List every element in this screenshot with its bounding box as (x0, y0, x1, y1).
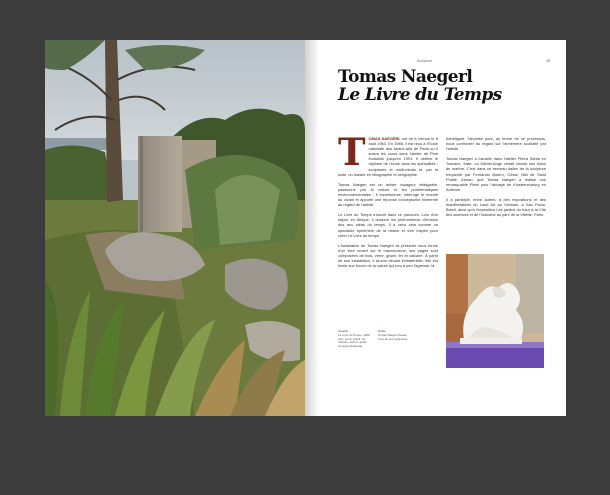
page-number: 55 (546, 59, 550, 63)
page-gutter-shadow (305, 40, 319, 416)
sculpture-photo-image (446, 254, 544, 368)
title-artist-name: Tomas Naegerl (338, 67, 473, 87)
body-paragraph: transfigure, l'atomise pour, au terme de ce processus, nous confronter au regard sur l'éphémère souhaité par l'artiste. (446, 136, 546, 152)
artist-sculpture-photo (446, 254, 544, 368)
garden-photo-image (45, 40, 305, 416)
caption-left-text: Le Livre du Temps, 1996, bois, verre, granit, fer, calcaire, dans le jardin Georges-Delaselle. (338, 332, 371, 349)
garden-sculpture-photo (45, 40, 305, 416)
intro-paragraph (338, 130, 439, 177)
caption-right-head: Droite (378, 329, 386, 333)
body-paragraph: Tomas Naegerl a travaillé dans l'atelier Pietra Santa en Toscane, Italie, où Michel-Ange venait choisir ses blocs de marbre. C'est dans ce berceau italien de la sculpture fréquenté par Fernando Botero, César, Niki de Saint Phalle, Arman, que Tomas Naegerl a réalisé une remarquable Pietà pour l'abbaye de Klosterneuburg en Autriche. (446, 156, 546, 192)
intro-lead-caps: OMAS NAEGERL (368, 136, 401, 141)
body-paragraph: Le Livre du Temps s'inscrit dans ce parcours. Lors d'un séjour en Afrique, il observe les phénomènes d'érosion dus aux aléas du temps. Il a vécu cela comme un spectacle éphémère de la nature et s'en inspire pour créer Le Livre du temps. (338, 212, 438, 238)
caption-left-head: Gauche (338, 329, 349, 333)
title-work-name: Le Livre du Temps (338, 85, 502, 105)
running-head: Sculpture (417, 59, 433, 63)
body-paragraph: Tomas Naegerl est un artiste voyageur infatigable, passionné par la nature et les problématiques environnementales ; il expérimente, interroge le monde du vivant et apporte une réponse conceptuelle inhérente au regard de l'artiste. (338, 181, 438, 208)
article-title (338, 68, 548, 104)
caption-left (338, 330, 372, 349)
caption-right-text: Tomas Naegerl devant l'une de ses sculptures. (378, 332, 409, 341)
article-page (305, 40, 566, 416)
body-paragraph: Il a participé, entre autres, à des expositions et des manifestations du Land Art au Vietnam, à Sao Paulo, Brésil, ainsi qu'à l'exposition Les jardins du futur à la Cité des sciences et de l'industrie au parc de la Villette, Paris. (446, 196, 546, 218)
body-paragraph: L'installation de Tomas Naegerl se présente sous forme d'un livre ouvert sur le macrocosme, ses pages sont composées de bois, verre, granit, fer et calcaire. À partir de son installation, il œuvre devant immatérielle, elle est livrée aux forces de la nature qui peu à peu l'agresse, la (338, 242, 438, 269)
drop-cap: T (338, 130, 366, 174)
text-column-left (338, 130, 439, 273)
caption-right (378, 330, 412, 341)
magazine-spread (45, 40, 566, 416)
intro-text: est né à Vienne le 8 août 1963. En 1986, il est reçu à l'École nationale des beaux-arts de Paris où il suivra les cours dans l'atelier de Piotr Kowalski jusqu'en 1991. Il obtient le diplôme de l'école dans les spécialités : sculptures et multi-média et, par la suite, un master en lithographie et sérigraphie. (338, 136, 439, 177)
text-column-right (446, 136, 546, 222)
